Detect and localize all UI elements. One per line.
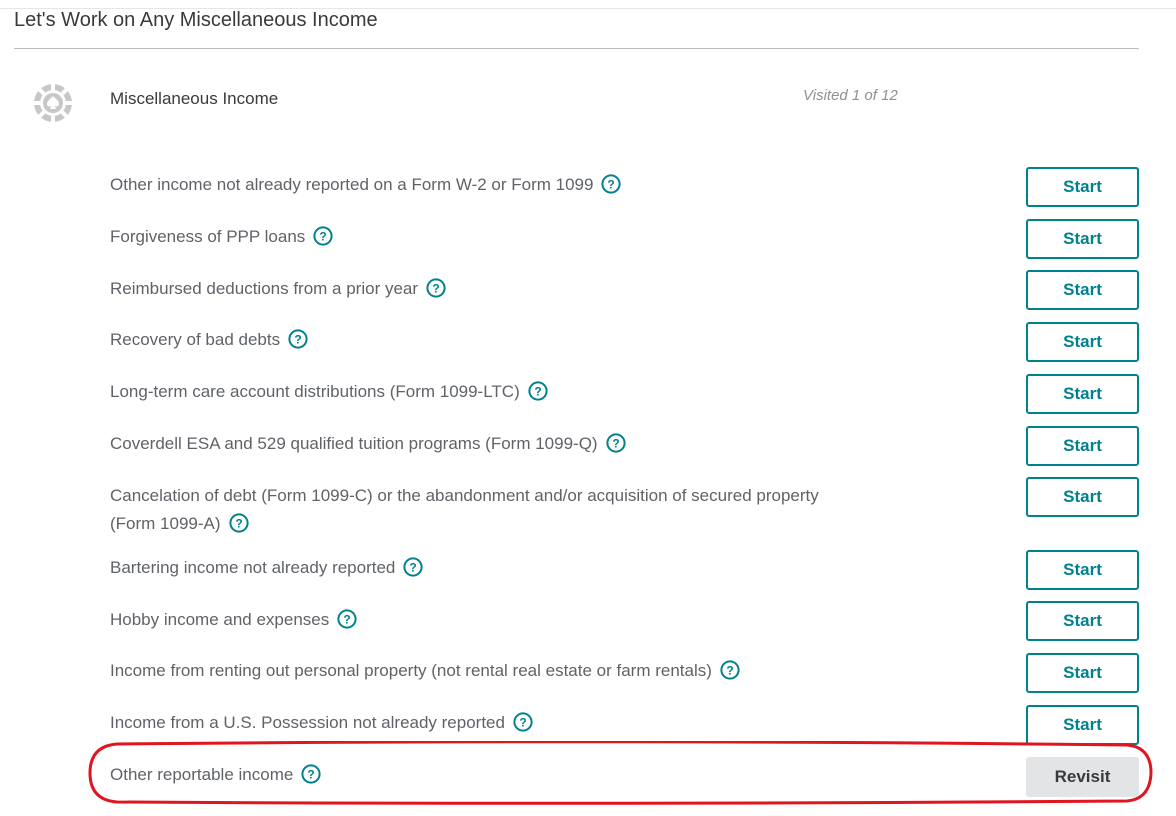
income-topic-text: Other reportable income [110,765,294,784]
svg-text:?: ? [343,612,351,627]
visited-progress: Visited 1 of 12 [803,87,898,104]
help-icon[interactable] [337,609,357,629]
start-button[interactable]: Start [1026,374,1139,414]
income-topic-text: Hobby income and expenses [110,610,330,629]
income-topic-label [110,326,830,354]
casino-chip-icon [33,83,73,123]
help-icon[interactable] [606,433,626,453]
start-button[interactable]: Start [1026,270,1139,310]
page-title: Let's Work on Any Miscellaneous Income [14,9,378,31]
income-topic-text: Income from a U.S. Possession not already reported [110,713,505,732]
revisit-button[interactable]: Revisit [1026,757,1139,797]
svg-text:?: ? [726,663,734,678]
start-button[interactable]: Start [1026,653,1139,693]
svg-text:?: ? [611,436,620,451]
svg-text:?: ? [294,332,302,347]
svg-text:?: ? [319,229,327,244]
income-topic-text: Reimbursed deductions from a prior year [110,279,419,298]
income-topic-label [110,482,830,538]
help-icon[interactable] [720,660,740,680]
help-icon[interactable] [288,329,308,349]
income-topic-text: Cancelation of debt (Form 1099-C) or the abandonment and/or acquisition of secured property (Form 1099-A) [110,486,819,533]
income-topic-label [110,378,830,406]
svg-text:?: ? [307,767,315,782]
start-button[interactable]: Start [1026,219,1139,259]
start-button[interactable]: Start [1026,601,1139,641]
help-icon[interactable] [229,513,249,533]
svg-text:?: ? [432,281,440,296]
income-topic-label [110,709,830,737]
help-icon[interactable] [313,226,333,246]
help-icon[interactable] [528,381,548,401]
section-title: Miscellaneous Income [110,89,279,108]
income-topic-text: Income from renting out personal property (not rental real estate or farm rentals) [110,661,712,680]
income-topic-text: Forgiveness of PPP loans [110,227,306,246]
help-icon[interactable] [601,174,621,194]
start-button[interactable]: Start [1026,477,1139,517]
start-button[interactable]: Start [1026,426,1139,466]
svg-text:?: ? [534,384,542,399]
income-topic-label [110,761,830,789]
income-topic-text: Recovery of bad debts [110,330,281,349]
svg-text:?: ? [607,177,616,192]
help-icon[interactable] [403,557,423,577]
help-icon[interactable] [513,712,533,732]
start-button[interactable]: Start [1026,550,1139,590]
income-topic-text: Other income not already reported on a Form W-2 or Form 1099 [110,175,594,194]
start-button[interactable]: Start [1026,322,1139,362]
income-topic-text: Coverdell ESA and 529 qualified tuition programs (Form 1099-Q) [110,434,598,453]
help-icon[interactable] [426,278,446,298]
start-button[interactable]: Start [1026,705,1139,745]
help-icon[interactable] [301,764,321,784]
income-topic-label [110,430,830,458]
income-topic-label [110,554,830,582]
title-divider [14,48,1139,49]
start-button[interactable]: Start [1026,167,1139,207]
income-topic-text: Bartering income not already reported [110,558,396,577]
income-topic-text: Long-term care account distributions (Form 1099-LTC) [110,382,520,401]
income-topic-label [110,606,830,634]
income-topic-label [110,171,830,199]
svg-text:?: ? [519,715,527,730]
income-topic-label [110,223,830,251]
svg-text:?: ? [409,560,418,575]
income-topic-label [110,275,830,303]
income-topic-label [110,657,830,685]
svg-text:?: ? [234,516,243,531]
